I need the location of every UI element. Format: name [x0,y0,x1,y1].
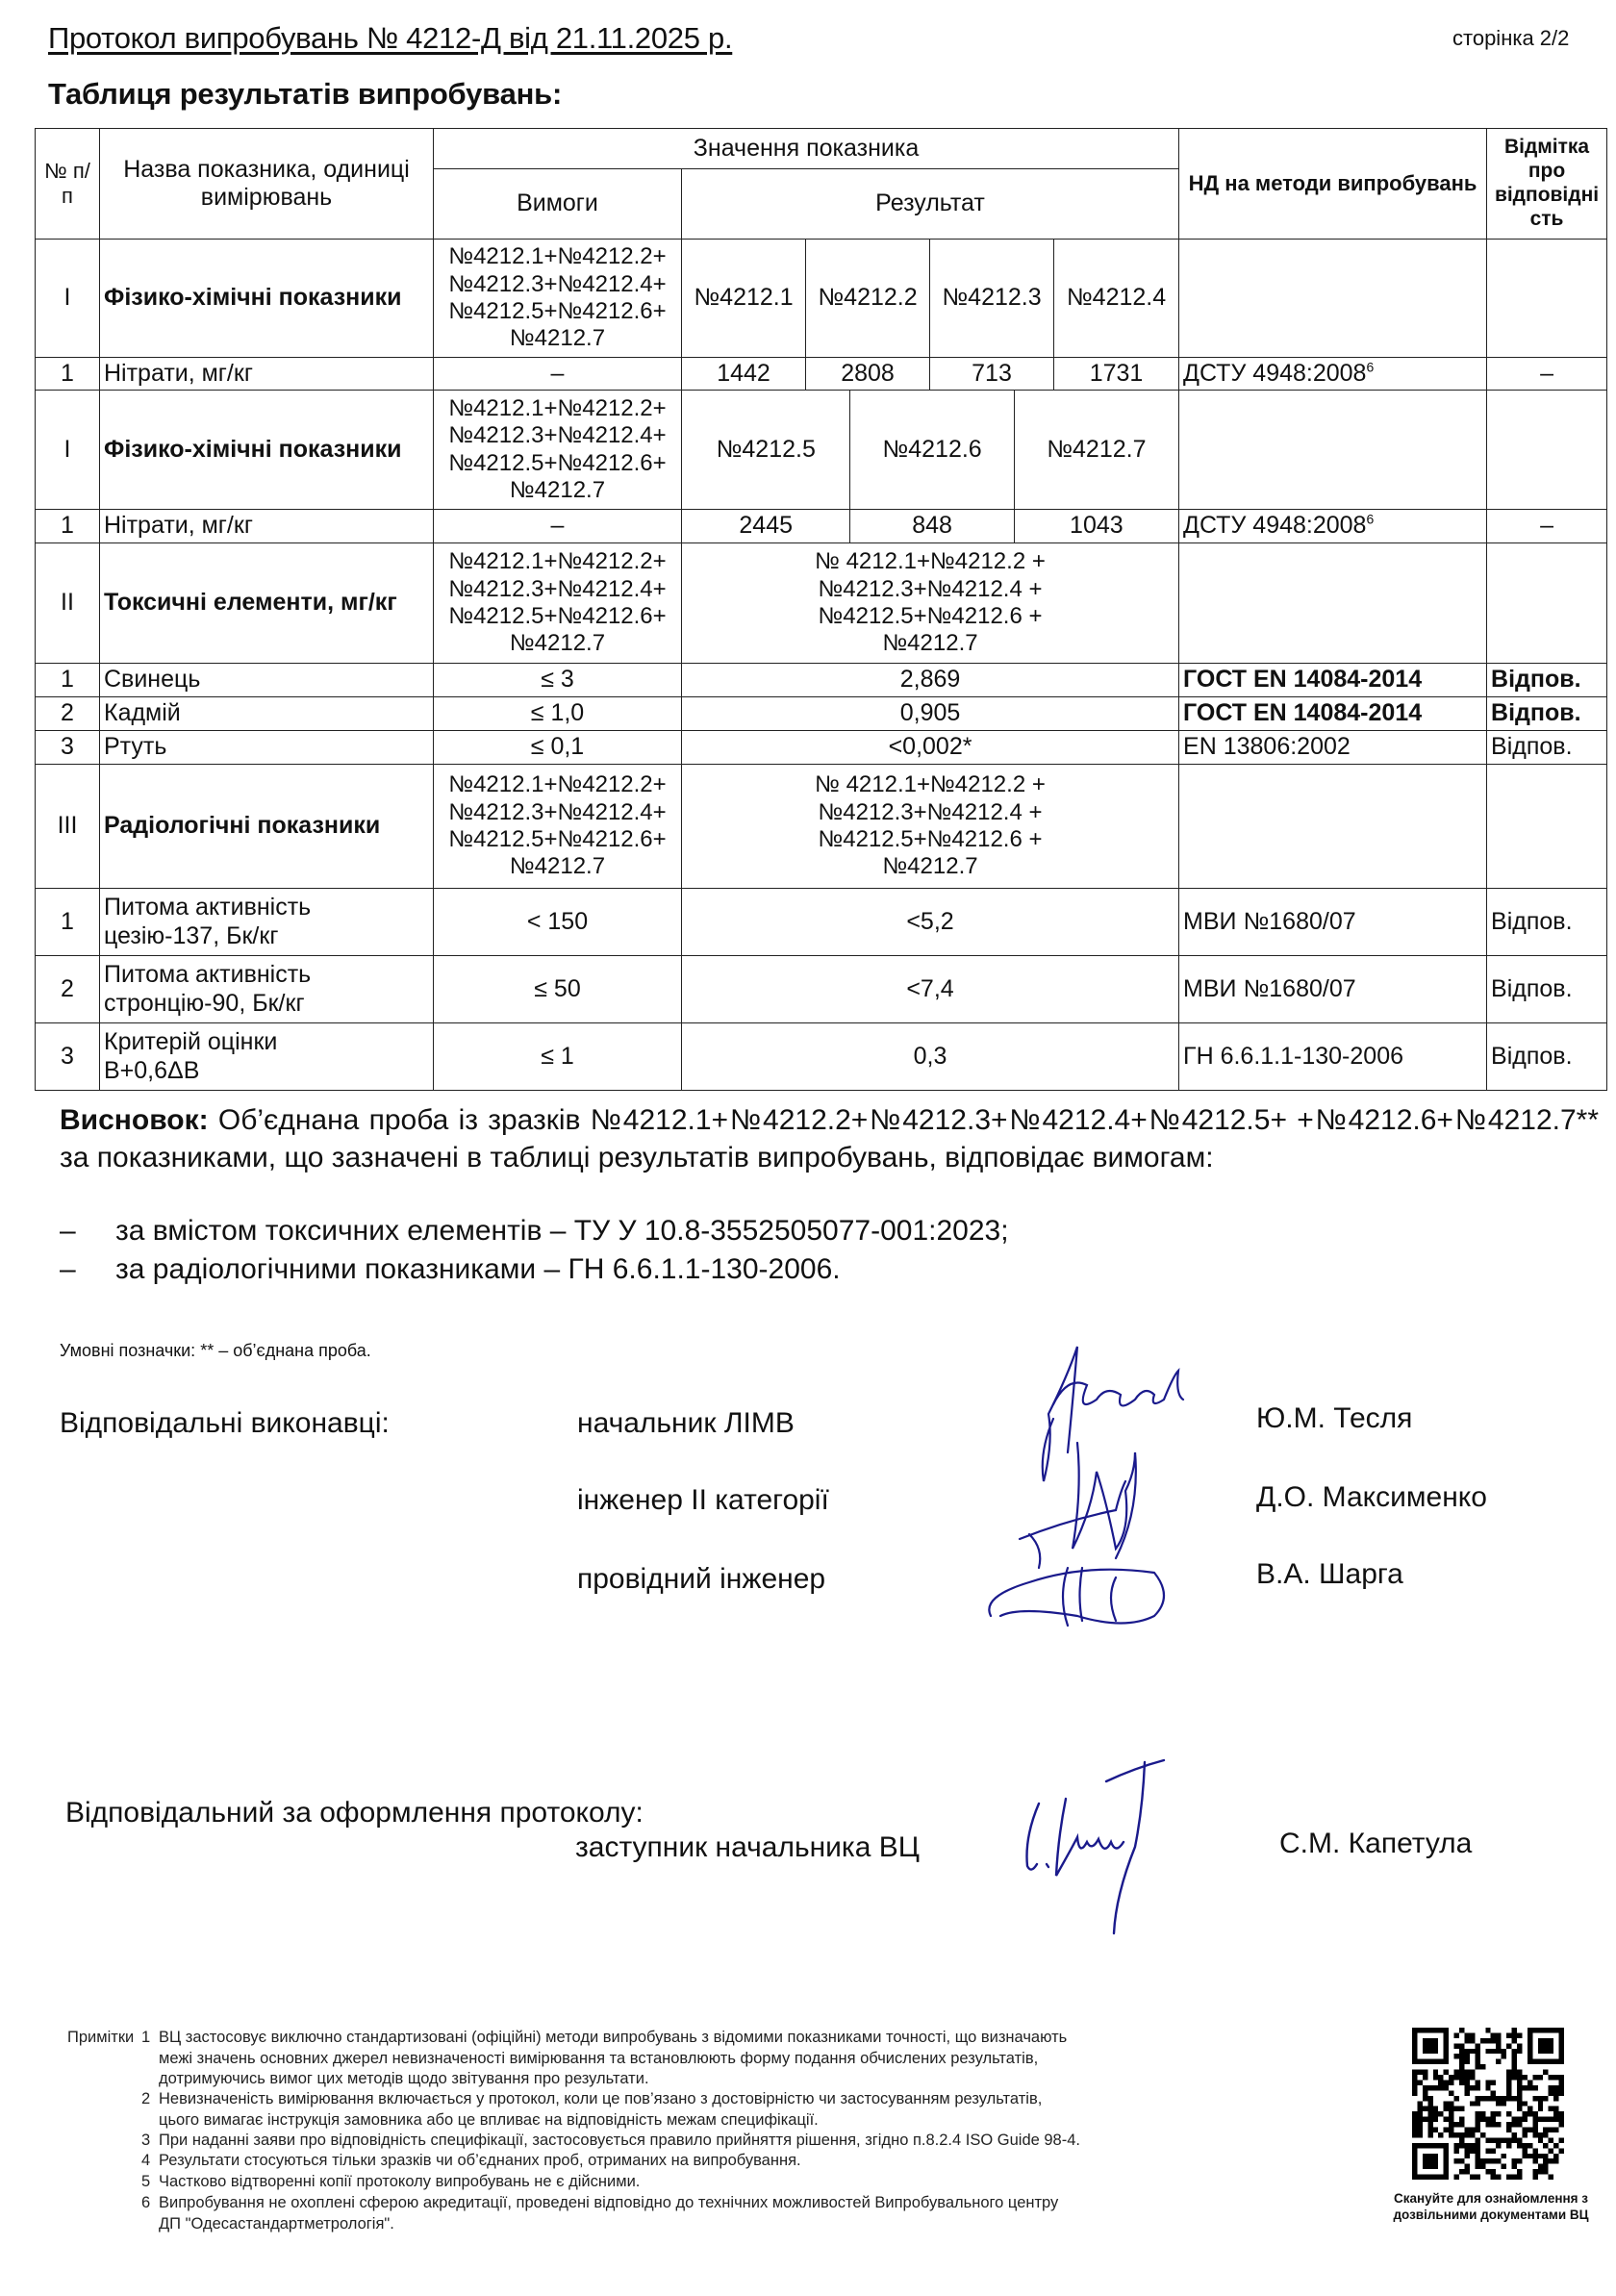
result-sample: №4212.4 [1054,240,1179,358]
responsible-role: заступник начальника ВЦ [575,1831,920,1863]
result-sample: №4212.3 [930,240,1054,358]
method-footnote: 6 [1366,511,1375,527]
row-name: Нітрати, мг/кг [100,358,434,391]
row-result: 1442 [682,358,806,391]
executor-name: Д.О. Максименко [1256,1481,1487,1513]
header-requirements: Вимоги [434,169,682,240]
row-method [1179,358,1487,391]
bullet-dash: – [60,1215,76,1247]
row-num: 1 [36,358,100,391]
table-row [36,1023,1607,1091]
row-method [1179,510,1487,543]
result-sample: №4212.7 [1047,435,1147,463]
note-line: Випробування не охоплені сферою акредитації, проведені відповідно до технічних можливостей Випробувального центру [159,2194,1059,2211]
section-name: Токсичні елементи, мг/кг [100,543,434,664]
note-line: ВЦ застосовує виключно стандартизовані (офіційні) методи випробувань з відомими показниками точності, що визначають [159,2029,1068,2046]
conclusion-item: за радіологічними показниками – ГН 6.6.1.1-130-2006. [115,1253,841,1285]
note-item [141,2151,1351,2172]
row-method: EN 13806:2002 [1179,731,1487,765]
header-result: Результат [682,169,1179,240]
row-num: 2 [36,697,100,731]
table-row [36,697,1607,731]
section-num: III [36,765,100,889]
row-result: 0,905 [682,697,1179,731]
note-item [141,2028,1351,2090]
protocol-title: Протокол випробувань № 4212-Д від 21.11.2025 р. [48,21,733,55]
note-line: ДП "Одесастандартметрологія". [159,2214,394,2233]
section-num: I [36,391,100,510]
section-num: I [36,240,100,358]
section-row [36,240,1607,358]
row-num: 1 [36,664,100,697]
row-name: Питома активність стронцію-90, Бк/кг [100,956,434,1023]
row-requirement: ≤ 50 [434,956,682,1023]
row-compliance: – [1487,358,1607,391]
note-number: 6 [141,2194,151,2211]
note-line: цього вимагає інструкція замовника або це впливає на відповідність межам специфікації. [159,2110,819,2129]
note-number: 4 [141,2152,151,2169]
note-line: Результати стосуються тільки зразків чи об’єднаних проб, отриманих на випробування. [159,2152,801,2169]
conclusion-text: Об’єднана проба із зразків №4212.1+№4212.2+№4212.3+№4212.4+№4212.5+ +№4212.6+№4212.7** за показниками, що зазначені в таблиці результатів випробувань, відповідає вимогам: [60,1104,1599,1173]
row-num: 1 [36,510,100,543]
header-method: НД на методи випробувань [1179,129,1487,240]
note-number: 5 [141,2173,151,2190]
conclusion-item: за вмістом токсичних елементів – ТУ У 10.8-3552505077-001:2023; [115,1215,1009,1247]
table-row [36,358,1607,391]
section-result-combined: № 4212.1+№4212.2 +№4212.3+№4212.4 +№4212.5+№4212.6 +№4212.7 [682,543,1179,664]
responsible-label: Відповідальний за оформлення протоколу: [65,1797,644,1829]
note-number: 2 [141,2090,151,2107]
legend-note: Умовні позначки: ** – об’єднана проба. [60,1341,371,1360]
table-row [36,510,1607,543]
row-result: 848 [850,510,1014,542]
row-requirement: ≤ 0,1 [434,731,682,765]
executor-name: В.А. Шарга [1256,1558,1403,1590]
note-item [141,2193,1351,2234]
method-footnote: 6 [1366,359,1375,375]
note-item [141,2131,1351,2152]
row-compliance: Відпов. [1487,731,1607,765]
row-compliance: Відпов. [1487,956,1607,1023]
note-number: 1 [141,2029,151,2046]
notes-label: Примітки [67,2029,135,2046]
row-name: Ртуть [100,731,434,765]
row-compliance: Відпов. [1487,1023,1607,1091]
row-compliance: Відпов. [1487,664,1607,697]
executors-label: Відповідальні виконавці: [60,1407,390,1439]
header-name: Назва показника, одиниці вимірювань [100,129,434,240]
row-name: Питома активність цезію-137, Бк/кг [100,889,434,956]
section-name: Фізико-хімічні показники [100,240,434,358]
header-num: № п/п [36,129,100,240]
row-result: 1043 [1070,512,1124,540]
row-method: МВИ №1680/07 [1179,889,1487,956]
section-requirements: №4212.1+№4212.2+ №4212.3+№4212.4+ №4212.5+№4212.6+ №4212.7 [434,240,682,358]
row-requirement: < 150 [434,889,682,956]
executor-role: начальник ЛІМВ [577,1407,795,1439]
results-table [35,128,1607,1091]
section-row [36,543,1607,664]
row-compliance: – [1487,510,1607,543]
result-sample: №4212.5 [682,391,850,509]
row-name: Нітрати, мг/кг [100,510,434,543]
section-row [36,391,1607,510]
row-result: 713 [930,358,1054,391]
row-num: 1 [36,889,100,956]
qr-code-icon[interactable] [1412,2028,1564,2180]
note-line: Невизначеність вимірювання включається у протокол, коли це пов’язано з достовірністю чи застосуванням результатів, [159,2090,1043,2107]
executor-role: інженер ІІ категорії [577,1484,829,1516]
note-item [141,2089,1351,2131]
header-compliance: Відмітка про відповідні сть [1487,129,1607,240]
row-results-group [682,510,1179,543]
row-result: <0,002* [682,731,1179,765]
page-number: сторінка 2/2 [1452,26,1570,50]
row-name: Кадмій [100,697,434,731]
note-number: 3 [141,2132,151,2149]
row-requirement: – [434,358,682,391]
qr-block [1385,2028,1597,2223]
row-requirement: ≤ 1,0 [434,697,682,731]
row-requirement: ≤ 3 [434,664,682,697]
table-row [36,889,1607,956]
qr-caption: Скануйте для ознайомлення з дозвільними документами ВЦ [1393,2191,1589,2222]
section-row [36,765,1607,889]
responsible-name: С.М. Капетула [1279,1828,1473,1859]
section-num: II [36,543,100,664]
conclusion [60,1101,1599,1176]
row-compliance: Відпов. [1487,697,1607,731]
conclusion-label: Висновок: [60,1104,209,1136]
method-text: ДСТУ 4948:2008 [1183,512,1367,540]
row-num: 2 [36,956,100,1023]
row-result: <5,2 [682,889,1179,956]
section-requirements: №4212.1+№4212.2+ №4212.3+№4212.4+ №4212.5+№4212.6+ №4212.7 [434,543,682,664]
row-method: ГОСТ EN 14084-2014 [1179,697,1487,731]
row-requirement: ≤ 1 [434,1023,682,1091]
row-result: <7,4 [682,956,1179,1023]
table-title: Таблиця результатів випробувань: [48,77,563,111]
section-name: Фізико-хімічні показники [100,391,434,510]
executor-name: Ю.М. Тесля [1256,1402,1413,1434]
result-sample: №4212.1 [682,240,806,358]
row-result: 2,869 [682,664,1179,697]
note-line: При наданні заяви про відповідність специфікації, застосовується правило прийняття рішення, згідно п.8.2.4 ISO Guide 98-4. [159,2132,1080,2149]
result-samples-group [682,391,1179,510]
row-method: ГОСТ EN 14084-2014 [1179,664,1487,697]
row-method: ГН 6.6.1.1-130-2006 [1179,1023,1487,1091]
row-result: 0,3 [682,1023,1179,1091]
row-num: 3 [36,1023,100,1091]
section-requirements: №4212.1+№4212.2+ №4212.3+№4212.4+ №4212.5+№4212.6+ №4212.7 [434,765,682,889]
row-compliance: Відпов. [1487,889,1607,956]
section-requirements: №4212.1+№4212.2+ №4212.3+№4212.4+ №4212.5+№4212.6+ №4212.7 [434,391,682,510]
result-sample: №4212.2 [806,240,930,358]
section-name: Радіологічні показники [100,765,434,889]
bullet-dash: – [60,1253,76,1285]
row-result: 2808 [806,358,930,391]
note-line: Частково відтворенні копії протоколу випробувань не є дійсними. [159,2173,641,2190]
header-value-group: Значення показника [434,129,1179,169]
note-line: межі значень основних джерел невизначеності вимірювання та встановлюють форму подання обчислених результатів, [159,2049,1039,2067]
table-row [36,731,1607,765]
result-sample: №4212.6 [850,391,1014,509]
signature-icon [962,1318,1250,1626]
note-item [141,2172,1351,2193]
row-method: МВИ №1680/07 [1179,956,1487,1023]
row-requirement: – [434,510,682,543]
signature-icon [1020,1751,1289,1943]
row-name: Свинець [100,664,434,697]
row-result: 1731 [1054,358,1179,391]
table-row [36,956,1607,1023]
note-line: дотримуючись вимог цих методів щодо звітування про результати. [159,2070,649,2087]
section-result-combined: № 4212.1+№4212.2 +№4212.3+№4212.4 +№4212.5+№4212.6 +№4212.7 [682,765,1179,889]
table-row [36,664,1607,697]
row-num: 3 [36,731,100,765]
row-result: 2445 [682,510,850,542]
executor-role: провідний інженер [577,1563,826,1595]
row-name: Критерій оцінки В+0,6ΔВ [100,1023,434,1091]
method-text: ДСТУ 4948:2008 [1183,359,1367,387]
